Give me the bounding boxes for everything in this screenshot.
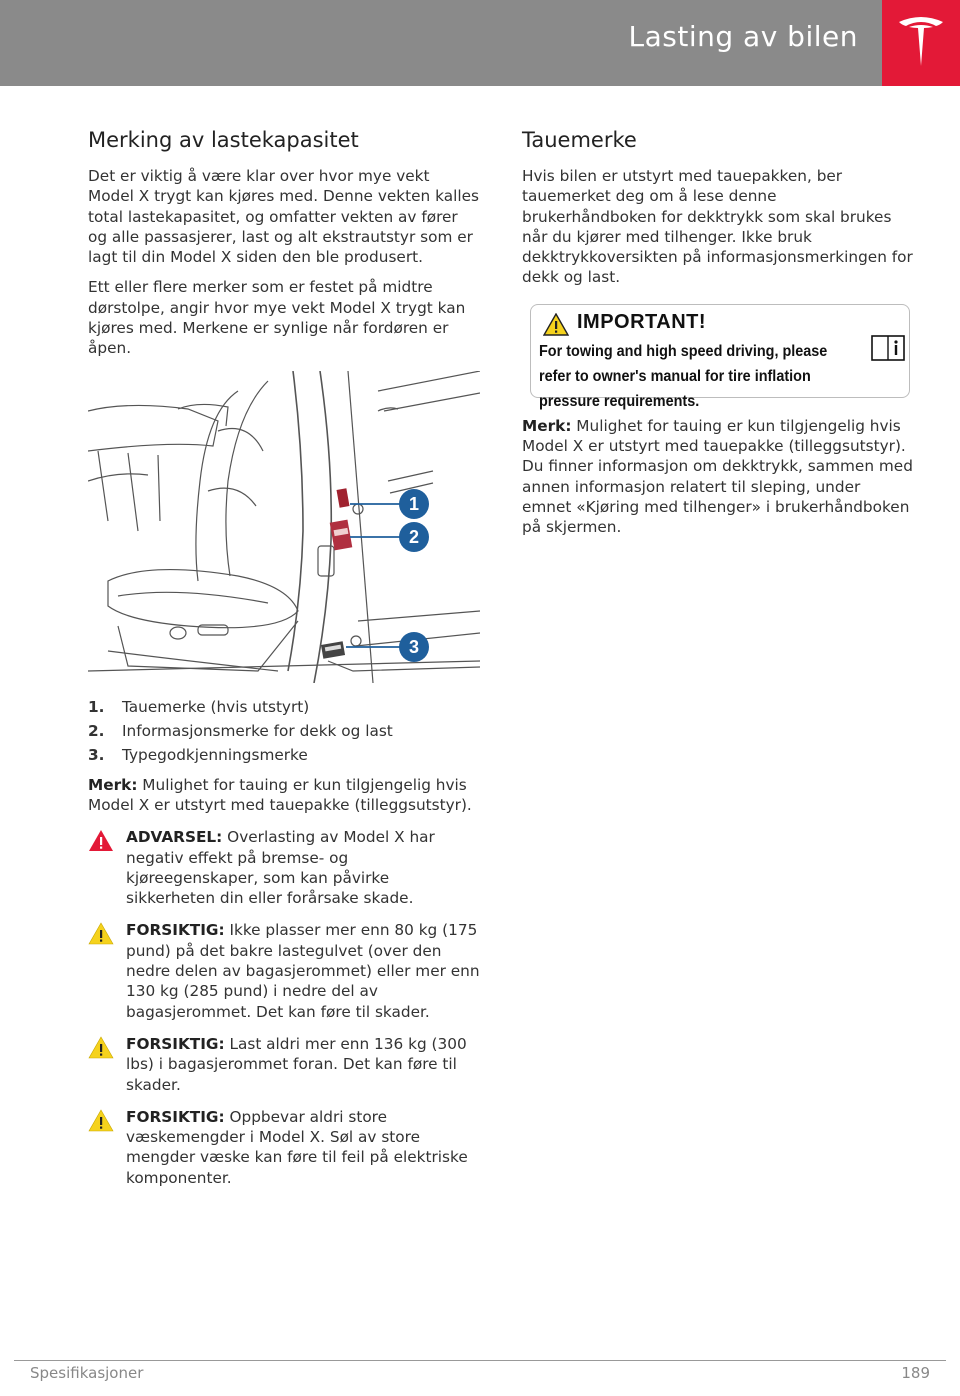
caution-body: Oppbevar aldri store væskemengder i Model X. Søl av store mengder væske kan føre til feil på elektriske komponenter.: [126, 1107, 468, 1187]
page-number: 189: [901, 1364, 930, 1382]
sticker-important: IMPORTANT!: [577, 310, 707, 333]
note-label: Merk:: [522, 416, 572, 435]
caution-yellow-icon: [88, 1109, 114, 1132]
logo-box: [882, 0, 960, 86]
right-column: [522, 128, 914, 548]
figure-callout-1: 1: [399, 489, 429, 519]
caution-label: FORSIKTIG:: [126, 1034, 225, 1053]
left-column: [88, 128, 480, 1200]
towing-note: [88, 775, 480, 816]
caution-text: [126, 1107, 480, 1188]
caution-yellow-icon: [88, 922, 114, 945]
caution-body: Last aldri mer enn 136 kg (300 lbs) i bagasjerommet foran. Det kan føre til skader.: [126, 1034, 467, 1094]
caution-text: [126, 1034, 480, 1095]
caution-label: FORSIKTIG:: [126, 921, 225, 940]
legend-number: 2.: [88, 721, 105, 740]
warning-red-icon: [88, 829, 114, 852]
caution-callout: [88, 1034, 480, 1095]
door-pillar-illustration: [88, 371, 480, 683]
legend-number: 3.: [88, 745, 105, 764]
warning-text: [126, 827, 480, 908]
warning-body: Overlasting av Model X har negativ effekt på bremse- og kjøreegenskaper, som kan påvirke sikkerheten din eller forårsake skade.: [126, 828, 435, 908]
page-header: [0, 0, 960, 86]
footer-divider: [14, 1360, 946, 1361]
warning-callout: [88, 827, 480, 908]
note-text: Mulighet for tauing er kun tilgjengelig hvis Model X er utstyrt med tauepakke (tilleggsutstyr).: [88, 775, 472, 814]
legend-text: Typegodkjenningsmerke: [122, 745, 308, 764]
owners-manual-icon: [871, 335, 905, 361]
legend-text: Tauemerke (hvis utstyrt): [122, 697, 310, 716]
legend-text: Informasjonsmerke for dekk og last: [122, 721, 393, 740]
note-text: Mulighet for tauing er kun tilgjengelig hvis Model X er utstyrt med tauepakke (tilleggsutstyr). Du finner informasjon om dekktrykk, sammen med annen informasjon relatert til sleping, under emnet «Kjøring med tilhenger» i brukerhåndboken på skjermen.: [522, 416, 913, 537]
chapter-title: Lasting av bilen: [628, 20, 858, 53]
towing-note-right: [522, 416, 914, 538]
figure-legend: [88, 697, 480, 765]
legend-item: [88, 697, 480, 717]
note-label: Merk:: [88, 775, 138, 794]
warning-label: ADVARSEL:: [126, 828, 223, 847]
caution-callout: [88, 1107, 480, 1188]
legend-item: [88, 721, 480, 741]
footer-section: Spesifikasjoner: [30, 1364, 144, 1382]
caution-callout: [88, 920, 480, 1021]
tow-label-sticker: [530, 304, 910, 410]
caution-text: [126, 920, 480, 1021]
label-location-paragraph: Ett eller flere merker som er festet på midtre dørstolpe, angir hvor mye vekt Model X trygt kan kjøres med. Merkene er synlige når fordøren er åpen.: [88, 278, 466, 358]
tesla-logo-icon: [896, 14, 946, 70]
section-heading-tow-label: Tauemerke: [522, 128, 637, 152]
tow-label-paragraph: Hvis bilen er utstyrt med tauepakken, ber tauemerket deg om å lese denne brukerhåndboken for dekktrykk som skal brukes når du kjører med tilhenger. Ikke bruk dekktrykkoversikten på informasjonsmerkingen for dekk og last.: [522, 167, 913, 287]
figure-callout-3: 3: [399, 632, 429, 662]
caution-yellow-icon: [88, 1036, 114, 1059]
intro-paragraph: Det er viktig å være klar over hvor mye vekt Model X trygt kan kjøres med. Denne vekten kalles total lastekapasitet, og omfatter vekten av fører og alle passasjerer, last og alt ekstrautstyr som er lagt til din Model X siden den ble produsert.: [88, 167, 479, 267]
warning-triangle-icon: [543, 313, 569, 336]
figure-callout-2: 2: [399, 522, 429, 552]
sticker-message: For towing and high speed driving, please refer to owner's manual for tire inflation pressure requirements.: [539, 342, 828, 410]
section-heading-load-capacity: Merking av lastekapasitet: [88, 128, 359, 152]
caution-body: Ikke plasser mer enn 80 kg (175 pund) på det bakre lastegulvet (over den nedre delen av bagasjerommet) eller mer enn 130 kg (285 pund) i nedre del av bagasjerommet. Det kan føre til skader.: [126, 921, 480, 1021]
legend-item: [88, 745, 480, 765]
caution-label: FORSIKTIG:: [126, 1107, 225, 1126]
legend-number: 1.: [88, 697, 105, 716]
